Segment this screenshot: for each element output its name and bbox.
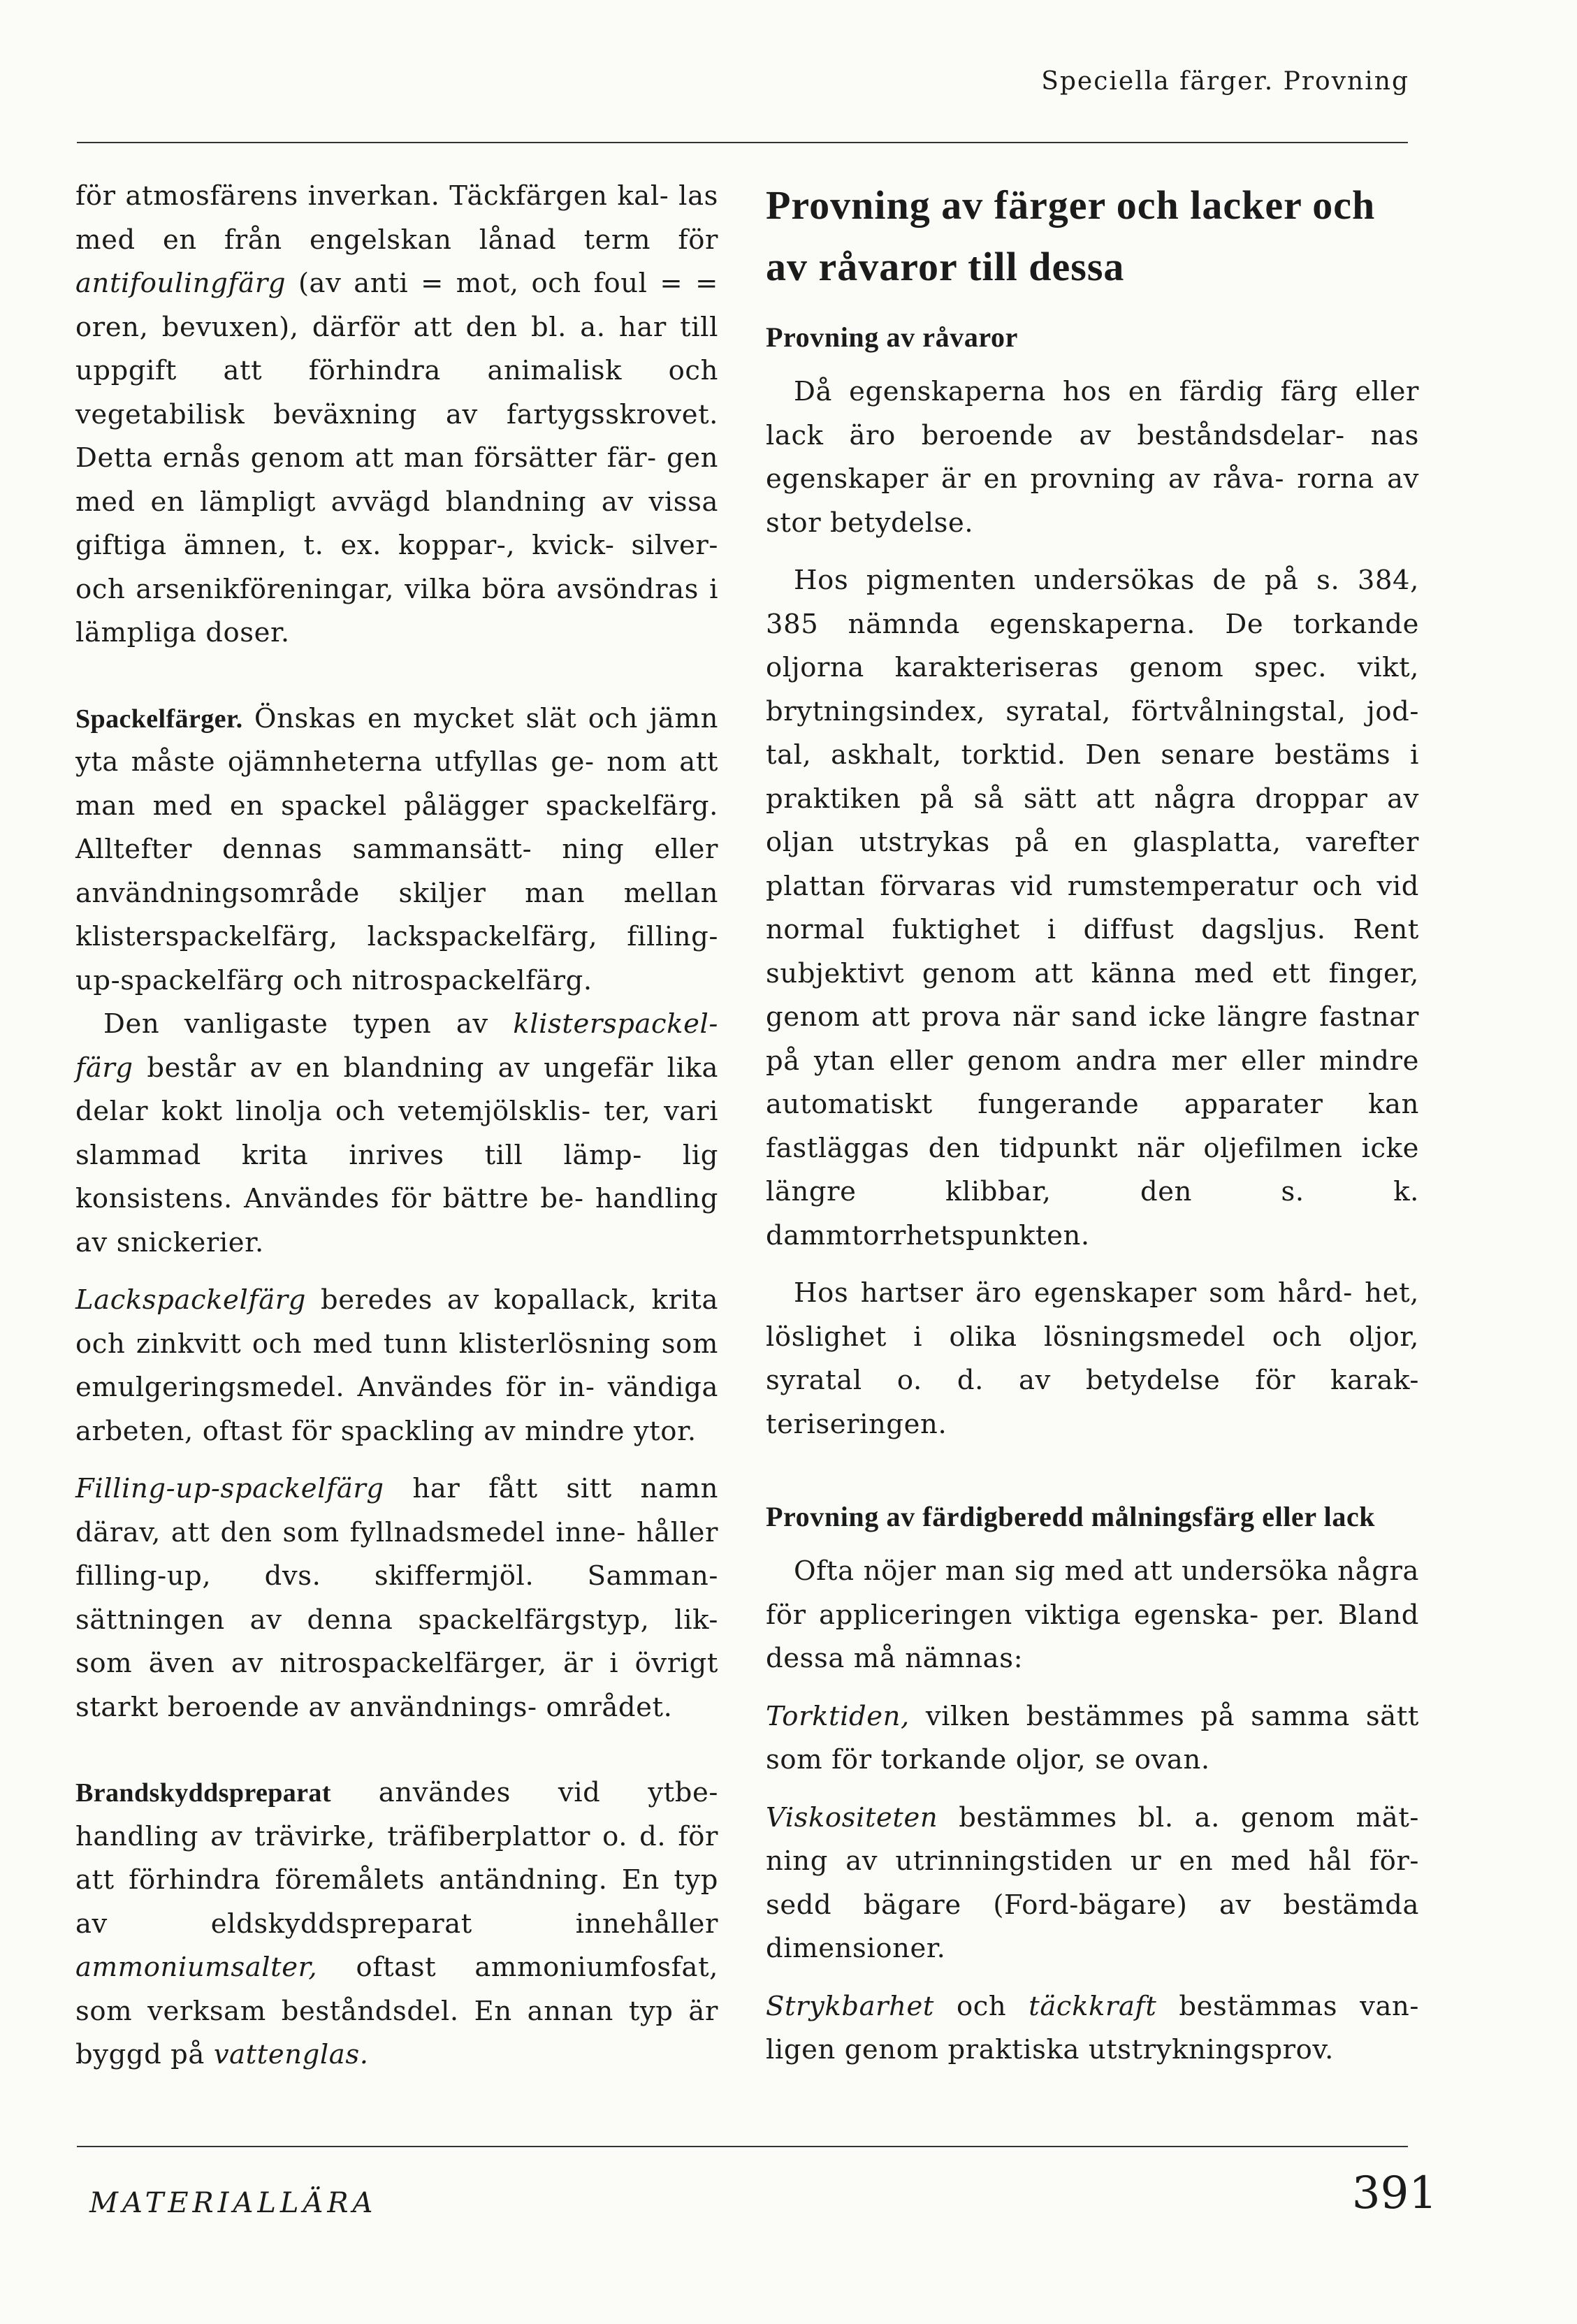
term-vattenglas: vattenglas. [213, 2039, 369, 2070]
footer-rule [77, 2146, 1408, 2147]
page-number: 391 [1351, 2167, 1437, 2219]
term-filling-up-spackelfarg: Filling-up-spackelfärg [75, 1473, 384, 1504]
term-torktiden: Torktiden, [766, 1700, 910, 1732]
term-antifoulingfarg: antifoulingfärg [75, 268, 286, 299]
term-klisterspackelfarg: klisterspackel- färg [75, 1008, 718, 1084]
paragraph-pigment-oljor: Hos pigmenten undersökas de på s. 384, 385 nämnda egenskaperna. De torkande oljorna karakteriseras genom spec. vikt, brytningsindex, syratal, förtvålningstal, jod- tal, askhalt, torktid. Den senare bestäms i praktiken på så sätt att några droppar av oljan utstrykas på en glasplatta, varefter plattan förvaras vid rumstemperatur och vid normal fuktighet i diffust dagsljus. Rent subjektivt genom att känna med ett finger, genom att prova när sand icke längre fastnar på ytan eller genom andra mer eller mindre automatiskt fungerande apparater kan fastläggas den tidpunkt när oljefilmen icke längre klibbar, den s. k. dammtorrhetspunkten. [766, 565, 1419, 1251]
paragraph-klisterspackelfarg: Den vanligaste typen av klisterspackel- färg består av en blandning av ungefär lika delar kokt linolja och vetemjölsklis- ter, vari slammad krita inrives till lämp- lig konsistens. Användes för bättre be- handling av snickerier. [75, 1008, 718, 1258]
lead-spackelfarger: Spackelfärger. [75, 704, 243, 734]
header-rule [77, 142, 1408, 143]
term-strykbarhet: Strykbarhet [766, 1990, 934, 2022]
footer-book-title: MATERIALLÄRA [89, 2187, 377, 2219]
lead-brandskyddspreparat: Brandskyddspreparat [75, 1778, 331, 1808]
running-header: Speciella färger. Provning [1041, 67, 1409, 96]
right-column [766, 175, 1419, 2072]
paragraph-hartser: Hos hartser äro egenskaper som hård- het, löslighet i olika lösningsmedel och oljor, syratal o. d. av betydelse för karak- teriseringen. [766, 1277, 1419, 1440]
paragraph-spackelfarger: Spackelfärger. Önskas en mycket slät och jämn yta måste ojämnheterna utfyllas ge- nom att man med en spackel pålägger spackelfärg. Alltefter dennas sammansätt- ning eller användningsområde skiljer man mellan klisterspackelfärg, lackspackelfärg, filling-up-spackelfärg och nitrospackelfärg. [75, 702, 718, 996]
paragraph-brandskydd: Brandskyddspreparat användes vid ytbe- handling av trävirke, träfiberplattor o. d. för att förhindra föremålets antändning. En typ av eldskyddspreparat innehåller ammoniumsalter, oftast ammoniumfosfat, som verksam beståndsdel. En annan typ är byggd på vattenglas. [75, 1777, 718, 2070]
term-viskositeten: Viskositeten [766, 1801, 938, 1833]
paragraph-lackspackelfarg: Lackspackelfärg beredes av kopallack, krita och zinkvitt och med tunn klisterlösning som emulgeringsmedel. Användes för in- vändiga arbeten, oftast för spackling av mindre ytor. [75, 1284, 718, 1447]
section-title: Provning av färger och lacker och av råvaror till dessa [766, 182, 1376, 289]
left-column [75, 175, 718, 2077]
paragraph-fardig-intro: Ofta nöjer man sig med att undersöka några för appliceringen viktiga egenska- per. Bland dessa må nämnas: [766, 1555, 1419, 1674]
paragraph-viskositeten: Viskositeten bestämmes bl. a. genom mät- ning av utrinningstiden ur en med hål för- sedd bägare (Ford-bägare) av bestämda dimensioner. [766, 1801, 1420, 1964]
term-lackspackelfarg: Lackspackelfärg [75, 1284, 307, 1316]
paragraph-torktiden: Torktiden, vilken bestämmes på samma sätt som för torkande oljor, se ovan. [766, 1700, 1419, 1775]
paragraph-ravaror-intro: Då egenskaperna hos en färdig färg eller lack äro beroende av beståndsdelar- nas egenskaper är en provning av råva- rorna av stor betydelse. [766, 376, 1419, 539]
subheading-ravaror: Provning av råvaror [766, 321, 1019, 353]
paragraph-antifouling: för atmosfärens inverkan. Täckfärgen kal- las med en från engelskan lånad term för antifoulingfärg (av anti = mot, och foul = = oren, bevuxen), därför att den bl. a. har till uppgift att förhindra animalisk och vegetabilisk beväxning av fartygsskrovet. Detta ernås genom att man försätter fär- gen med en lämpligt avvägd blandning av vissa giftiga ämnen, t. ex. koppar-, kvick- silver- och arsenikföreningar, vilka böra avsöndras i lämpliga doser. [75, 180, 718, 648]
term-tackkraft: täckkraft [1029, 1990, 1157, 2022]
paragraph-strykbarhet: Strykbarhet och täckkraft bestämmas van- ligen genom praktiska utstrykningsprov. [766, 1990, 1420, 2065]
subheading-fardigberedd: Provning av färdigberedd målningsfärg eller lack [766, 1501, 1376, 1532]
term-ammoniumsalter: ammoniumsalter, [75, 1952, 318, 1983]
paragraph-filling-up: Filling-up-spackelfärg har fått sitt namn därav, att den som fyllnadsmedel inne- håller filling-up, dvs. skiffermjöl. Samman- sättningen av denna spackelfärgstyp, lik- som även av nitrospackelfärger, är i övrigt starkt beroende av användnings- området. [75, 1473, 718, 1723]
